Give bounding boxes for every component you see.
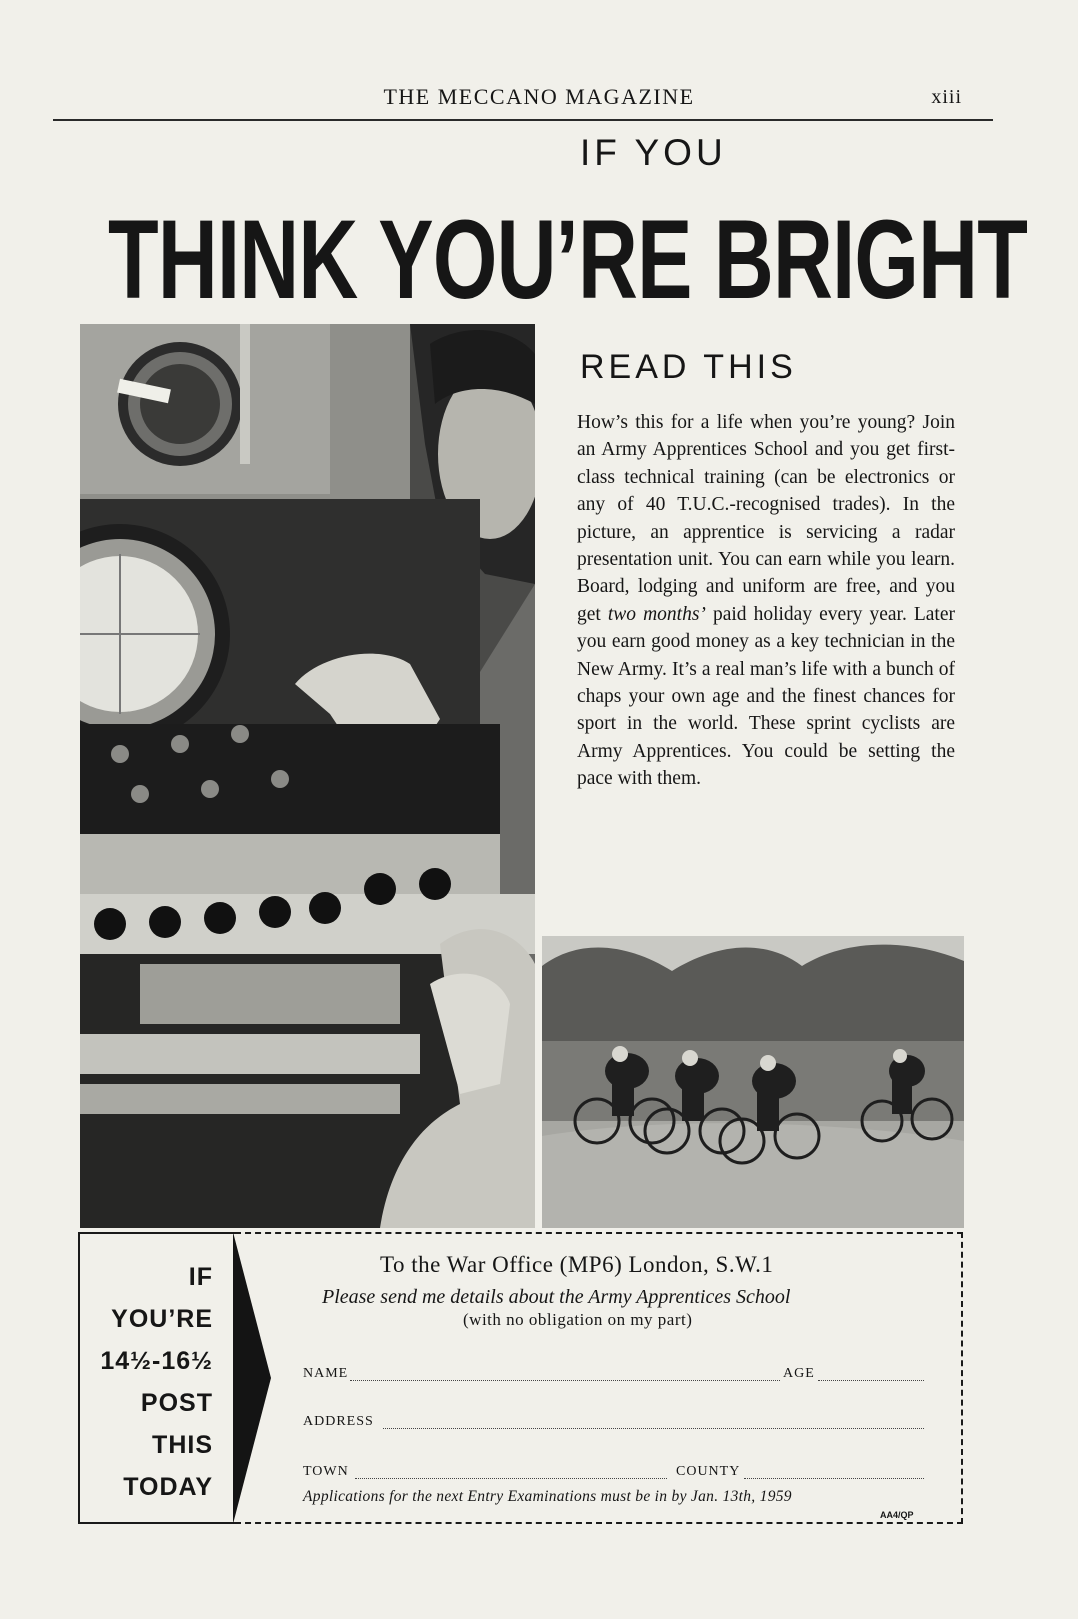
coupon-side-line: TODAY — [123, 1473, 213, 1501]
county-field[interactable] — [744, 1478, 924, 1479]
radar-apprentice-photo — [80, 324, 535, 1228]
coupon-request-line: Please send me details about the Army Apprentices School — [322, 1286, 791, 1308]
coupon-code: AA4/QP — [880, 1510, 914, 1520]
coupon-side-text — [100, 1256, 213, 1508]
headline-think-youre-bright: THINK YOU’RE BRIGHT — [108, 197, 1028, 322]
body-text-1: How’s this for a life when you’re young? Join an Army Apprentices School and you get first-class technical training (can be electronics or any of 40 T.U.C.-recognised trades). In the picture, an apprentice is servicing a radar presentation unit. You can earn while you learn. Board, lodging and uniform are free, and you get — [577, 412, 955, 625]
magazine-title: THE MECCANO MAGAZINE — [383, 84, 695, 109]
header-rule — [53, 119, 993, 121]
age-field-label: AGE — [783, 1366, 815, 1381]
name-field-label: NAME — [303, 1366, 349, 1381]
address-field-label: ADDRESS — [303, 1414, 374, 1429]
coupon-side-line: IF — [188, 1263, 213, 1291]
cyclists-photo — [542, 936, 964, 1228]
coupon-side-line: THIS — [152, 1431, 213, 1459]
name-field[interactable] — [350, 1380, 780, 1381]
coupon-cut-line-right — [961, 1232, 963, 1524]
coupon-side-line: POST — [140, 1389, 213, 1417]
body-text-italic: two months’ — [607, 603, 706, 625]
address-field[interactable] — [383, 1428, 924, 1429]
coupon-cut-line-bottom — [235, 1522, 963, 1524]
coupon-obligation-line: (with no obligation on my part) — [463, 1310, 693, 1329]
headline-if-you: IF YOU — [580, 132, 727, 173]
town-field[interactable] — [355, 1478, 667, 1479]
town-field-label: TOWN — [303, 1464, 349, 1479]
coupon-address-line: To the War Office (MP6) London, S.W.1 — [380, 1252, 774, 1277]
page-number: xiii — [931, 86, 962, 108]
coupon-side-line: 14½-16½ — [100, 1347, 213, 1375]
headline-read-this: READ THIS — [580, 348, 797, 386]
coupon-deadline-note: Applications for the next Entry Examinations must be in by Jan. 13th, 1959 — [303, 1488, 792, 1505]
coupon-cut-line-top — [235, 1232, 963, 1234]
coupon-arrow — [233, 1232, 273, 1524]
body-text-2: paid holiday every year. Later you earn good money as a key technician in the New Army. It’s a real man’s life with a bunch of chaps your own age and the finest chances for sport in the world. These sprint cyclists are Army Apprentices. You could be setting the pace with them. — [577, 603, 956, 790]
coupon-side-panel — [78, 1232, 235, 1524]
coupon-side-line: YOU’RE — [111, 1305, 213, 1333]
body-copy — [577, 409, 955, 793]
age-field[interactable] — [818, 1380, 924, 1381]
county-field-label: COUNTY — [676, 1464, 741, 1479]
